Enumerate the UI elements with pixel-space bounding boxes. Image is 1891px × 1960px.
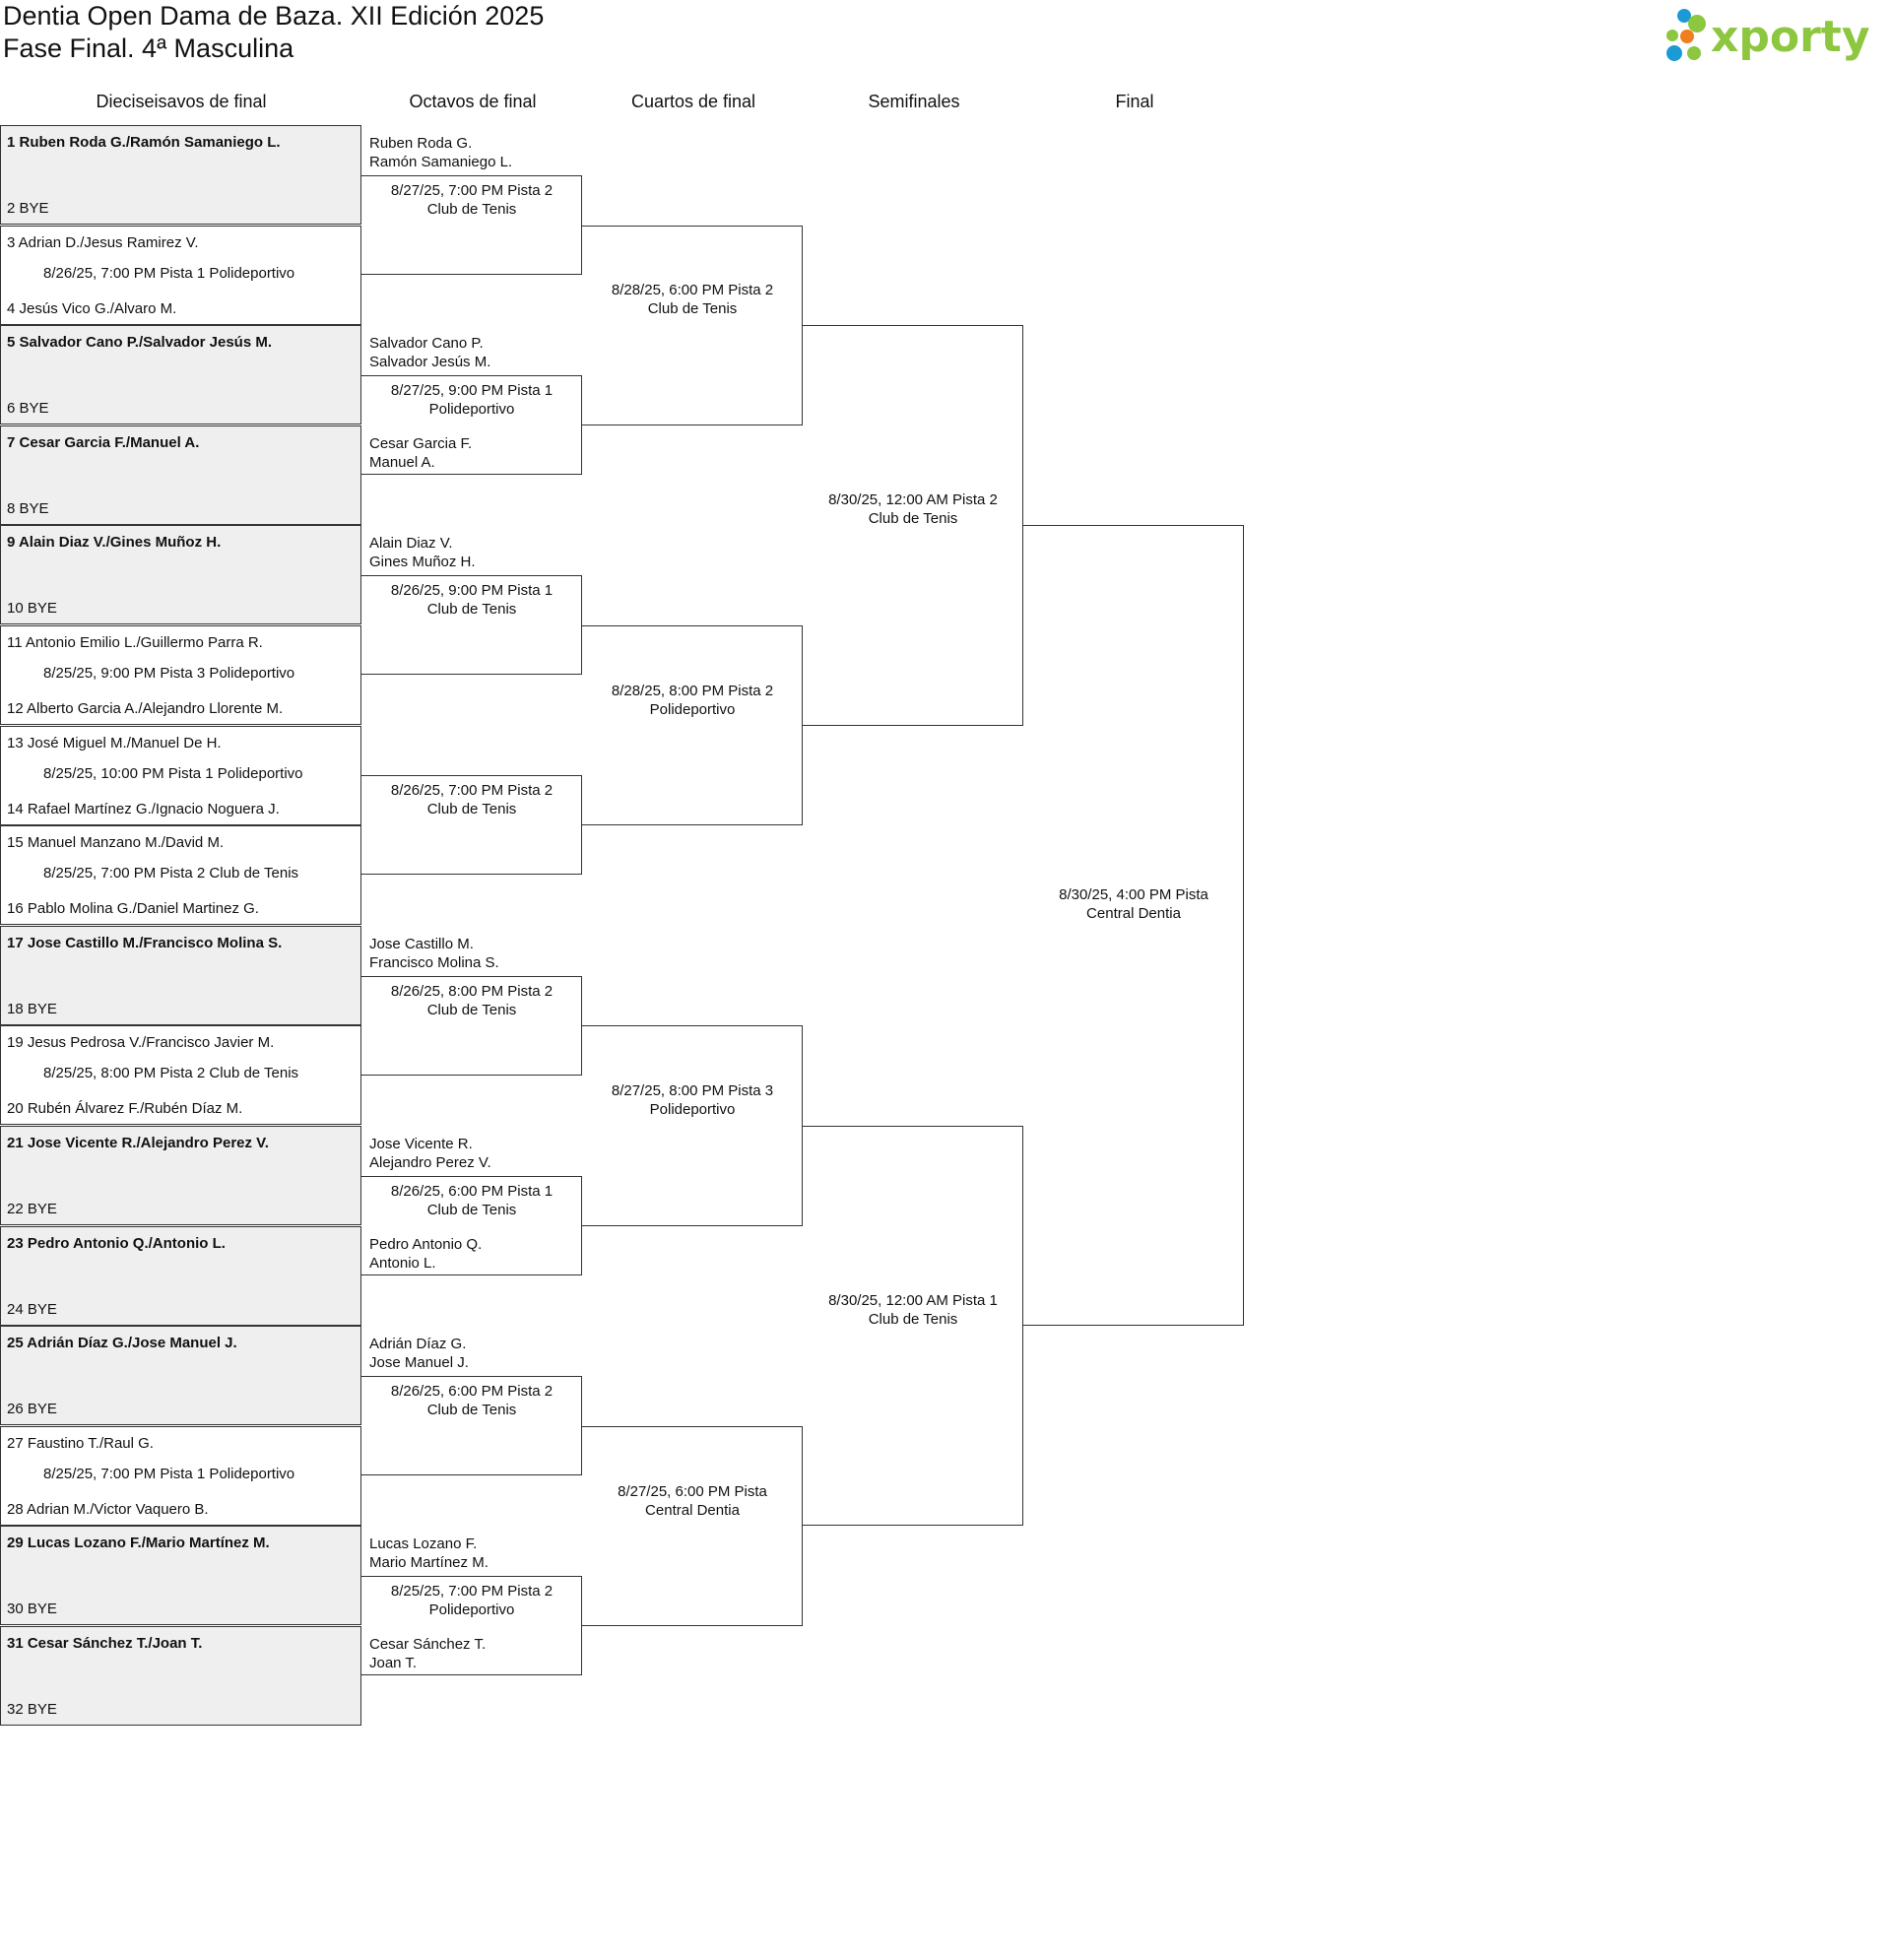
player-name: Alejandro Perez V.: [369, 1154, 491, 1171]
match-info: 8/26/25, 6:00 PM Pista 2 Club de Tenis: [390, 1383, 554, 1418]
player-line: 16 Pablo Molina G./Daniel Martinez G.: [7, 900, 259, 918]
match-info: 8/25/25, 9:00 PM Pista 3 Polideportivo: [43, 665, 295, 682]
player-line: 24 BYE: [7, 1300, 57, 1318]
player-name: Salvador Jesús M.: [369, 354, 491, 371]
match-info: 8/25/25, 7:00 PM Pista 2 Polideportivo: [390, 1583, 554, 1619]
match-info: 8/25/25, 10:00 PM Pista 1 Polideportivo: [43, 764, 303, 782]
player-line: 26 BYE: [7, 1401, 57, 1418]
match-info: 8/30/25, 4:00 PM Pista Central Dentia: [1059, 886, 1208, 923]
player-name: Alain Diaz V.: [369, 535, 453, 553]
player-line: 17 Jose Castillo M./Francisco Molina S.: [7, 934, 283, 951]
player-line: 5 Salvador Cano P./Salvador Jesús M.: [7, 334, 273, 352]
player-line: 27 Faustino T./Raul G.: [7, 1434, 154, 1452]
player-name: Antonio L.: [369, 1254, 436, 1272]
match-info: 8/30/25, 12:00 AM Pista 2 Club de Tenis: [828, 490, 998, 527]
player-line: 15 Manuel Manzano M./David M.: [7, 834, 225, 852]
match-info: 8/25/25, 7:00 PM Pista 2 Club de Tenis: [43, 865, 299, 882]
player-name: Jose Castillo M.: [369, 935, 474, 952]
player-line: 4 Jesús Vico G./Alvaro M.: [7, 299, 177, 317]
round-heading: Cuartos de final: [630, 92, 756, 111]
player-name: Adrián Díaz G.: [369, 1336, 467, 1353]
match-info: 8/27/25, 8:00 PM Pista 3 Polideportivo: [611, 1082, 774, 1119]
player-line: 12 Alberto Garcia A./Alejandro Llorente M.: [7, 700, 284, 717]
round-heading: Semifinales: [868, 92, 960, 111]
match-connector-r3: [582, 226, 803, 425]
match-info: 8/26/25, 6:00 PM Pista 1 Club de Tenis: [390, 1182, 554, 1218]
player-name: Ruben Roda G.: [369, 135, 473, 152]
player-line: 9 Alain Diaz V./Gines Muñoz H.: [7, 534, 222, 552]
player-name: Salvador Cano P.: [369, 335, 484, 353]
player-name: Jose Manuel J.: [369, 1354, 469, 1372]
player-line: 2 BYE: [7, 200, 49, 217]
player-name: Cesar Garcia F.: [369, 434, 473, 452]
match-info: 8/28/25, 8:00 PM Pista 2 Polideportivo: [611, 682, 774, 718]
round-heading: Octavos de final: [409, 92, 537, 111]
player-name: Cesar Sánchez T.: [369, 1636, 487, 1653]
player-line: 21 Jose Vicente R./Alejandro Perez V.: [7, 1135, 269, 1151]
match-connector-r3: [582, 1426, 803, 1626]
player-name: Ramón Samaniego L.: [369, 154, 513, 170]
player-name: Gines Muñoz H.: [369, 554, 476, 571]
match-info: 8/27/25, 6:00 PM Pista Central Dentia: [618, 1482, 767, 1519]
player-name: Francisco Molina S.: [369, 953, 499, 971]
player-line: 18 BYE: [7, 1000, 57, 1017]
round-heading: Final: [1115, 92, 1154, 111]
player-line: 6 BYE: [7, 400, 49, 418]
player-line: 7 Cesar Garcia F./Manuel A.: [7, 433, 200, 451]
match-info: 8/25/25, 7:00 PM Pista 1 Polideportivo: [43, 1465, 295, 1482]
page-title: Dentia Open Dama de Baza. XII Edición 2025: [3, 1, 545, 31]
player-name: Pedro Antonio Q.: [369, 1235, 483, 1253]
player-line: 11 Antonio Emilio L./Guillermo Parra R.: [7, 634, 263, 651]
match-info: 8/30/25, 12:00 AM Pista 1 Club de Tenis: [828, 1291, 998, 1328]
player-line: 23 Pedro Antonio Q./Antonio L.: [7, 1234, 226, 1252]
match-info: 8/26/25, 7:00 PM Pista 1 Polideportivo: [43, 264, 295, 282]
player-line: 1 Ruben Roda G./Ramón Samaniego L.: [7, 134, 281, 151]
player-name: Manuel A.: [369, 453, 435, 471]
match-info: 8/27/25, 7:00 PM Pista 2 Club de Tenis: [390, 181, 554, 218]
match-info: 8/26/25, 8:00 PM Pista 2 Club de Tenis: [390, 982, 554, 1018]
player-line: 30 BYE: [7, 1601, 57, 1618]
player-line: 13 José Miguel M./Manuel De H.: [7, 734, 222, 751]
player-name: Mario Martínez M.: [369, 1554, 489, 1572]
page-subtitle: Fase Final. 4ª Masculina: [3, 33, 294, 63]
match-connector-r3: [582, 625, 803, 825]
player-line: 14 Rafael Martínez G./Ignacio Noguera J.: [7, 800, 280, 817]
logo-text: xporty: [1711, 12, 1870, 62]
match-connector-r3: [582, 1025, 803, 1225]
player-line: 28 Adrian M./Victor Vaquero B.: [7, 1500, 209, 1518]
player-line: 19 Jesus Pedrosa V./Francisco Javier M.: [7, 1034, 275, 1052]
match-info: 8/26/25, 9:00 PM Pista 1 Club de Tenis: [390, 582, 554, 619]
player-line: 29 Lucas Lozano F./Mario Martínez M.: [7, 1535, 270, 1552]
xporty-logo: [1659, 4, 1875, 65]
player-line: 25 Adrián Díaz G./Jose Manuel J.: [7, 1335, 237, 1352]
player-line: 3 Adrian D./Jesus Ramirez V.: [7, 233, 199, 251]
player-line: 10 BYE: [7, 600, 57, 618]
round-heading: Dieciseisavos de final: [96, 92, 267, 111]
player-line: 22 BYE: [7, 1201, 57, 1217]
player-line: 20 Rubén Álvarez F./Rubén Díaz M.: [7, 1100, 243, 1118]
player-name: Lucas Lozano F.: [369, 1535, 478, 1553]
match-info: 8/27/25, 9:00 PM Pista 1 Polideportivo: [390, 382, 554, 418]
player-name: Jose Vicente R.: [369, 1136, 473, 1152]
match-info: 8/25/25, 8:00 PM Pista 2 Club de Tenis: [43, 1065, 299, 1082]
player-line: 31 Cesar Sánchez T./Joan T.: [7, 1635, 203, 1652]
player-name: Joan T.: [369, 1655, 418, 1671]
player-line: 32 BYE: [7, 1701, 57, 1718]
match-info: 8/26/25, 7:00 PM Pista 2 Club de Tenis: [390, 782, 554, 818]
match-connector-final: [1023, 525, 1244, 1326]
match-info: 8/28/25, 6:00 PM Pista 2 Club de Tenis: [611, 282, 774, 318]
player-line: 8 BYE: [7, 499, 49, 517]
